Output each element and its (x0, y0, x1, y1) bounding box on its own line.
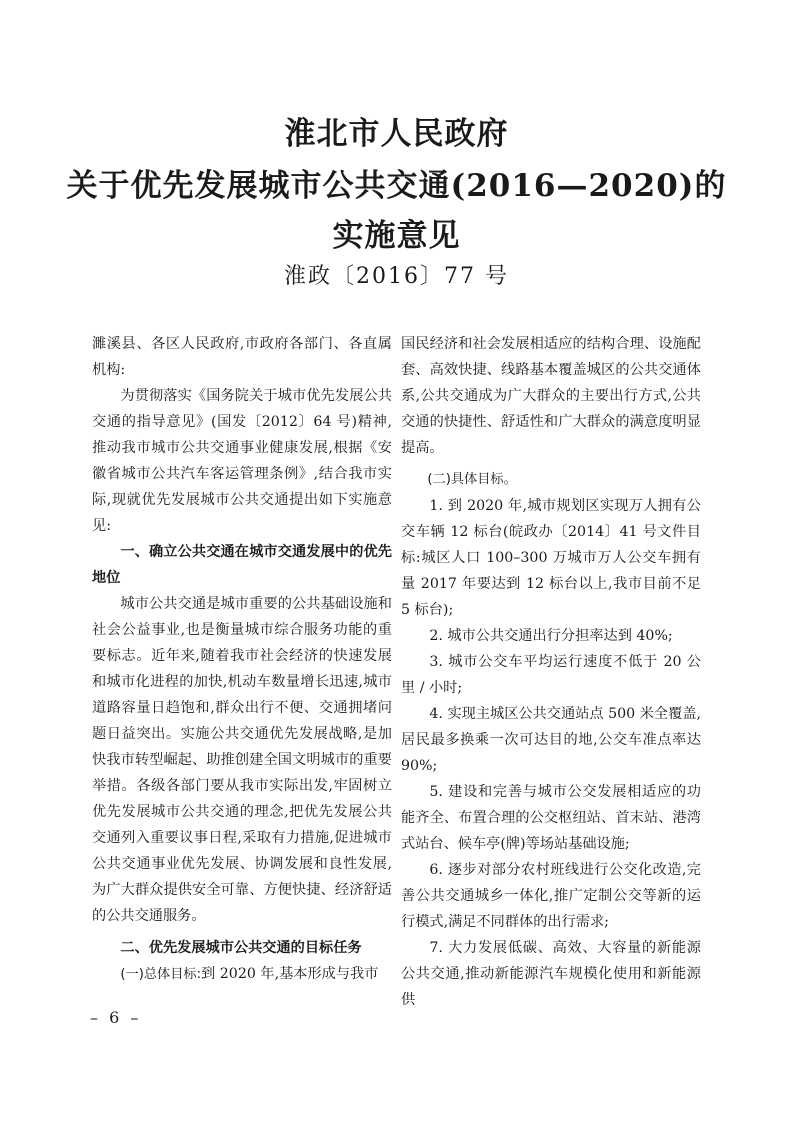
overall-goal-text: 到 2020 年,基本形成与我市 (201, 966, 379, 982)
section1-paragraph: 城市公共交通是城市重要的公共基础设施和社会公益事业,也是衡量城市综合服务功能的重要标志。近年来,随着我市社会经济的快速发展和城市化进程的加快,机动车数量增长迅速,城市道路容量日趋饱和,群众出行不便、交通拥堵问题日益突出。实施公共交通优先发展战略,是加快我市转型崛起、助推创建全国文明城市的重要举措。各级各部门要从我市实际出发,牢固树立优先发展城市公共交通的理念,把优先发展公共交通列入重要议事日程,采取有力措施,促进城市公共交通事业优先发展、协调发展和良性发展,为广大群众提供安全可靠、方便快捷、经济舒适的公共交通服务。 (92, 596, 392, 924)
specific-goals-label: (二)具体目标。 (427, 472, 517, 487)
document-title-line3: 实施意见 (332, 218, 461, 254)
goal-item-3: 3. 城市公交车平均运行速度不低于 20 公里 / 小时; (401, 654, 701, 696)
addressee: 濉溪县、各区人民政府,市政府各部门、各直属机构: (92, 336, 392, 378)
overall-goal-label: (一)总体目标: (120, 967, 202, 982)
goal-item-7: 7. 大力发展低碳、高效、大容量的新能源公共交通,推动新能源汽车规模化使用和新能源供 (401, 940, 701, 1008)
goal-item-6: 6. 逐步对部分农村班线进行公交化改造,完善公共交通城乡一体化,推广定制公交等新的运行模式,满足不同群体的出行需求; (401, 862, 701, 930)
overall-goal-paragraph (92, 961, 392, 988)
section2-heading: 二、优先发展城市公共交通的目标任务 (120, 940, 362, 956)
goal-item-5: 5. 建设和完善与城市公交发展相适应的功能齐全、布置合理的公交枢纽站、首末站、港湾式站台、候车亭(牌)等场站基础设施; (401, 784, 701, 852)
goal-item-4: 4. 实现主城区公共交通站点 500 米全覆盖,居民最多换乘一次可达目的地,公交车准点率达 90%; (401, 706, 701, 774)
document-number: 淮政〔2016〕77 号 (284, 264, 509, 289)
intro-paragraph: 为贯彻落实《国务院关于城市优先发展公共交通的指导意见》(国发〔2012〕64 号)精神,推动我市城市公共交通事业健康发展,根据《安徽省城市公共汽车客运管理条例》,结合我市实际,现就优先发展城市公共交通提出如下实施意见: (92, 388, 392, 534)
right-column (401, 331, 701, 1013)
goal-item-1: 1. 到 2020 年,城市规划区实现万人拥有公交车辆 12 标台(皖政办〔2014〕41 号文件目标:城区人口 100–300 万城市万人公交车拥有量 2017 年要达到 12 标台以上,我市目前不足 5 标台); (401, 498, 701, 618)
document-title-line2: 关于优先发展城市公共交通(2016—2020)的 (66, 168, 727, 204)
left-column (92, 331, 392, 988)
goal-item-2: 2. 城市公共交通出行分担率达到 40%; (429, 628, 673, 644)
overall-goal-continuation: 国民经济和社会发展相适应的结构合理、设施配套、高效快捷、线路基本覆盖城区的公共交通体系,公共交通成为广大群众的主要出行方式,公共交通的快捷性、舒适性和广大群众的满意度明显提高。 (401, 336, 701, 456)
section1-heading: 一、确立公共交通在城市交通发展中的优先地位 (92, 544, 392, 586)
page-number: – 6 – (90, 1008, 142, 1027)
document-title-line1: 淮北市人民政府 (284, 116, 509, 152)
